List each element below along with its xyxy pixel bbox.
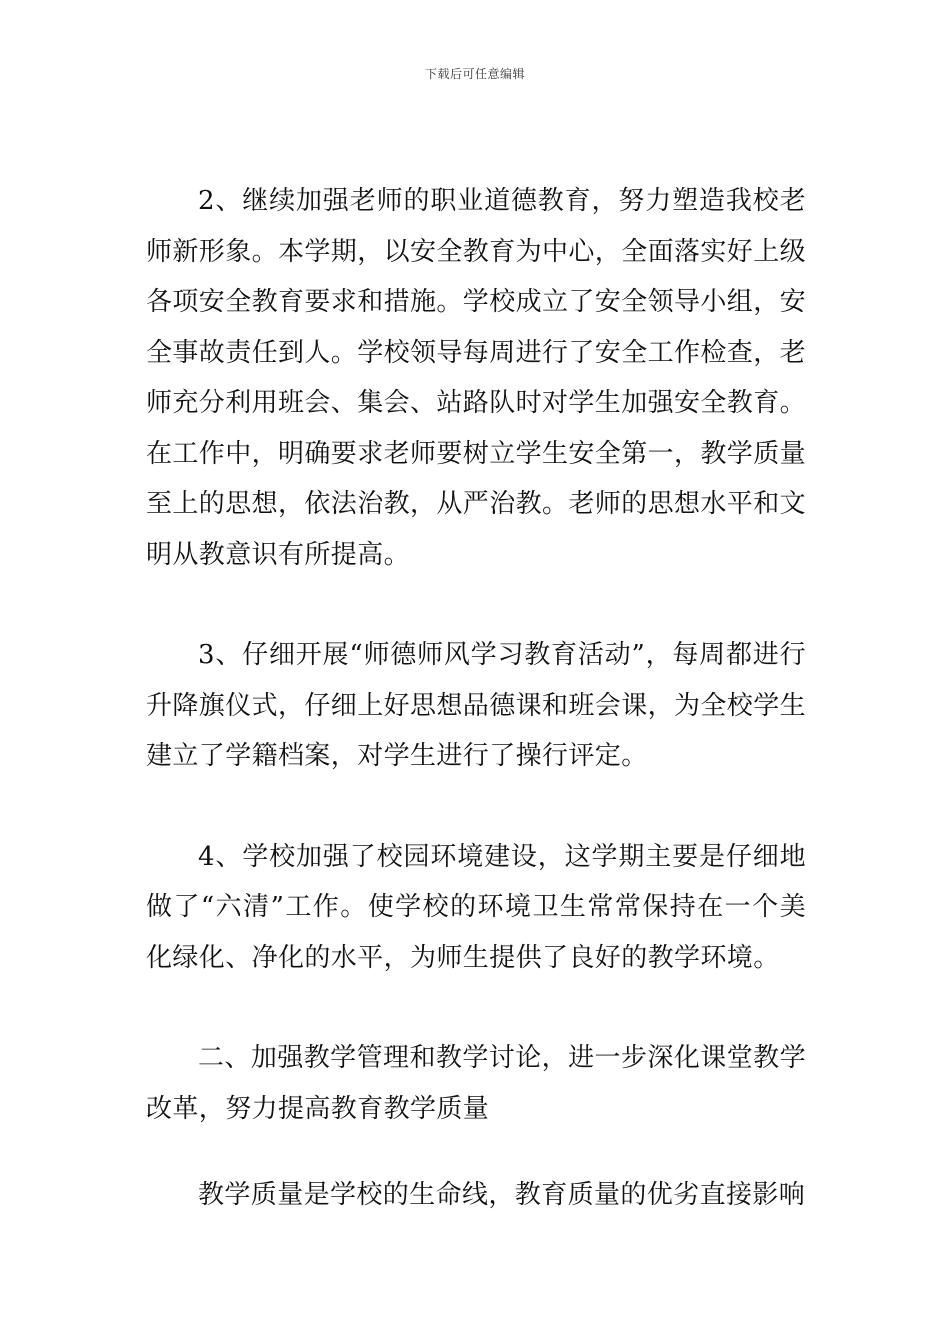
paragraph-ethics-activity: 3、仔细开展“师德师风学习教育活动”，每周都进行升降旗仪式，仔细上好思想品德课和班会课，为全校学生建立了学籍档案，对学生进行了操行评定。 <box>146 640 807 771</box>
paragraph-teaching-quality: 教学质量是学校的生命线，教育质量的优劣直接影响 <box>198 1180 806 1210</box>
paragraph-campus-environment: 4、学校加强了校园环境建设，这学期主要是仔细地做了“六清”工作。使学校的环境卫生常常保持在一个美化绿化、净化的水平，为师生提供了良好的教学环境。 <box>146 841 806 973</box>
document-body <box>146 176 806 1221</box>
paragraph-teacher-ethics: 2、继续加强老师的职业道德教育，努力塑造我校老师新形象。本学期，以安全教育为中心，全面落实好上级各项安全教育要求和措施。学校成立了安全领导小组，安全事故责任到人。学校领导每周进行了安全工作检查，老师充分利用班会、集会、站路队时对学生加强安全教育。在工作中，明确要求老师要树立学生安全第一，教学质量至上的思想，依法治教，从严治教。老师的思想水平和文明从教意识有所提高。 <box>146 186 807 570</box>
section-heading-teaching-management: 二、加强教学管理和教学讨论，进一步深化课堂教学改革，努力提高教育教学质量 <box>146 1043 806 1124</box>
page-header: 下载后可任意编辑 <box>424 67 525 81</box>
